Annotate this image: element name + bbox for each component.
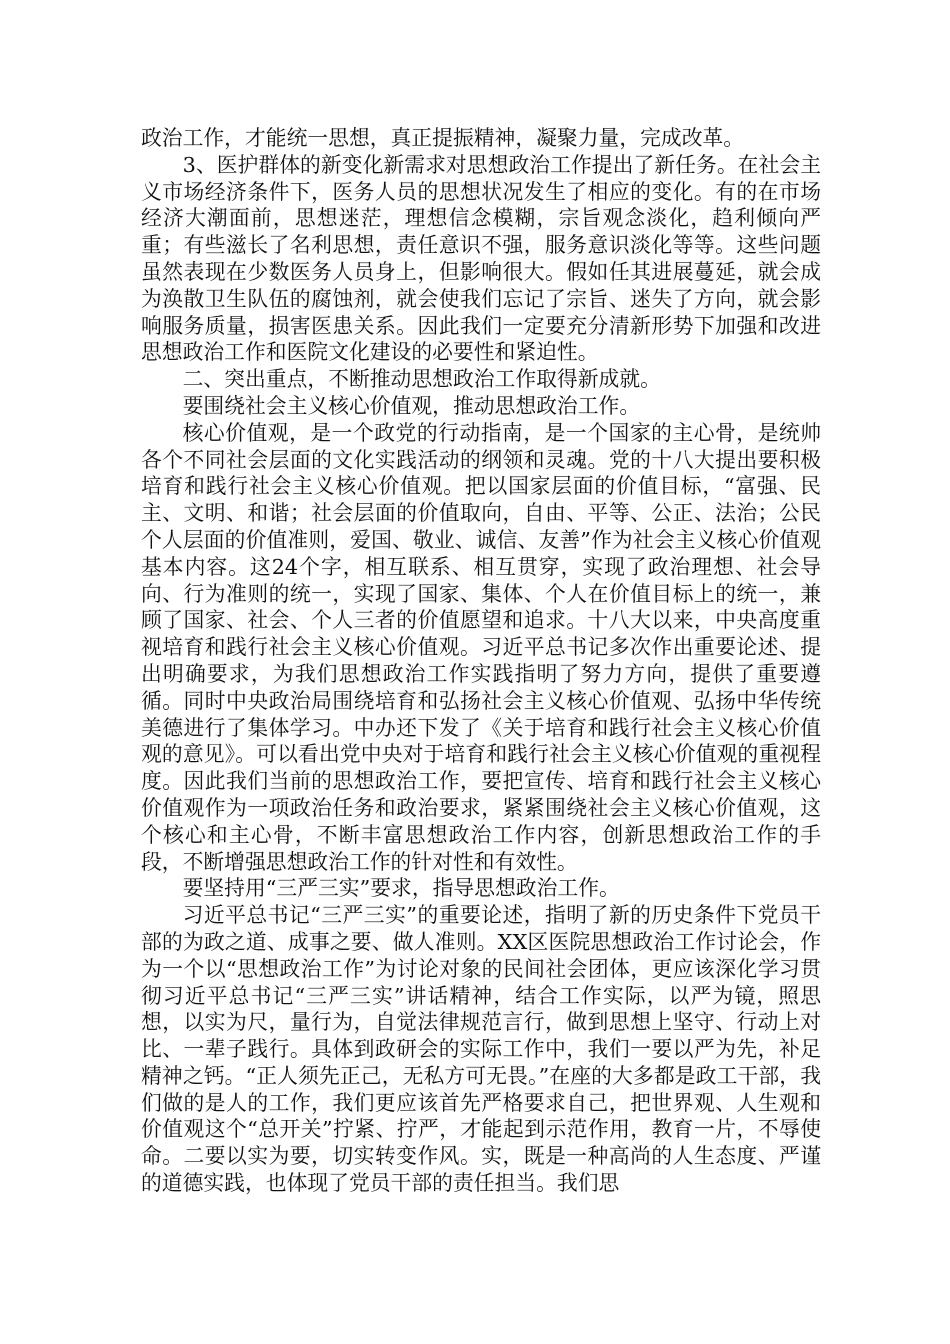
subheading-core-values: 要围绕社会主义核心价值观，推动思想政治工作。: [182, 393, 641, 418]
document-page: [141, 125, 821, 1197]
subheading-three-stricts: 要坚持用“三严三实”要求，指导思想政治工作。: [182, 876, 620, 901]
paragraph-three-stricts: 习近平总书记“三严三实”的重要论述，指明了新的历史条件下党员干部的为政之道、成事之要、做人准则。XX区医院思想政治工作讨论会，作为一个以“思想政治工作”为讨论对象的民间社会团体，更应该深化学习贯彻习近平总书记“三严三实”讲话精神，结合工作实际，以严为镜，照思想，以实为尺，量行为，自觉法律规范言行，做到思想上坚守、行动上对比、一辈子践行。具体到政研会的实际工作中，我们一要以严为先，补足精神之钙。“正人须先正己，无私方可无畏。”在座的大多都是政工干部，我们做的是人的工作，我们更应该首先严格要求自己，把世界观、人生观和价值观这个“总开关”拧紧、拧严，才能起到示范作用，教育一片，不辱使命。二要以实为要，切实转变作风。实，既是一种高尚的人生态度、严谨的道德实践，也体现了党员干部的责任担当。我们思: [141, 903, 821, 1196]
paragraph-2: 3、医护群体的新变化新需求对思想政治工作提出了新任务。在社会主义市场经济条件下，医务人员的思想状况发生了相应的变化。有的在市场经济大潮面前，思想迷茫，理想信念模糊，宗旨观念淡化，趋利倾向严重；有些滋长了名利思想，责任意识不强，服务意识淡化等等。这些问题虽然表现在少数医务人员身上，但影响很大。假如任其进展蔓延，就会成为涣散卫生队伍的腐蚀剂，就会使我们忘记了宗旨、迷失了方向，就会影响服务质量，损害医患关系。因此我们一定要充分清新形势下加强和改进思想政治工作和医院文化建设的必要性和紧迫性。: [141, 152, 821, 365]
paragraph-1: 政治工作，才能统一思想，真正提振精神，凝聚力量，完成改革。: [141, 126, 745, 150]
paragraph-core-values: 核心价值观，是一个政党的行动指南，是一个国家的主心骨，是统帅各个不同社会层面的文化实践活动的纲领和灵魂。党的十八大提出要积极培育和践行社会主义核心价值观。把以国家层面的价值目标，“富强、民主、文明、和谐；社会层面的价值取向，自由、平等、公正、法治；公民个人层面的价值准则，爱国、敬业、诚信、友善”作为社会主义核心价值观基本内容。这24个字，相互联系、相互贯穿，实现了政治理想、社会导向、行为准则的统一，实现了国家、集体、个人在价值目标上的统一，兼顾了国家、社会、个人三者的价值愿望和追求。十八大以来，中央高度重视培育和践行社会主义核心价值观。习近平总书记多次作出重要论述、提出明确要求，为我们思想政治工作实践指明了努力方向，提供了重要遵循。同时中央政治局围绕培育和弘扬社会主义核心价值观、弘扬中华传统美德进行了集体学习。中办还下发了《关于培育和践行社会主义核心价值观的意见》。可以看出党中央对于培育和践行社会主义核心价值观的重视程度。因此我们当前的思想政治工作，要把宣传、培育和践行社会主义核心价值观作为一项政治任务和政治要求，紧紧围绕社会主义核心价值观，这个核心和主心骨，不断丰富思想政治工作内容，创新思想政治工作的手段，不断增强思想政治工作的针对性和有效性。: [141, 420, 821, 874]
section-heading-2: 二、突出重点，不断推动思想政治工作取得新成就。: [182, 367, 661, 392]
